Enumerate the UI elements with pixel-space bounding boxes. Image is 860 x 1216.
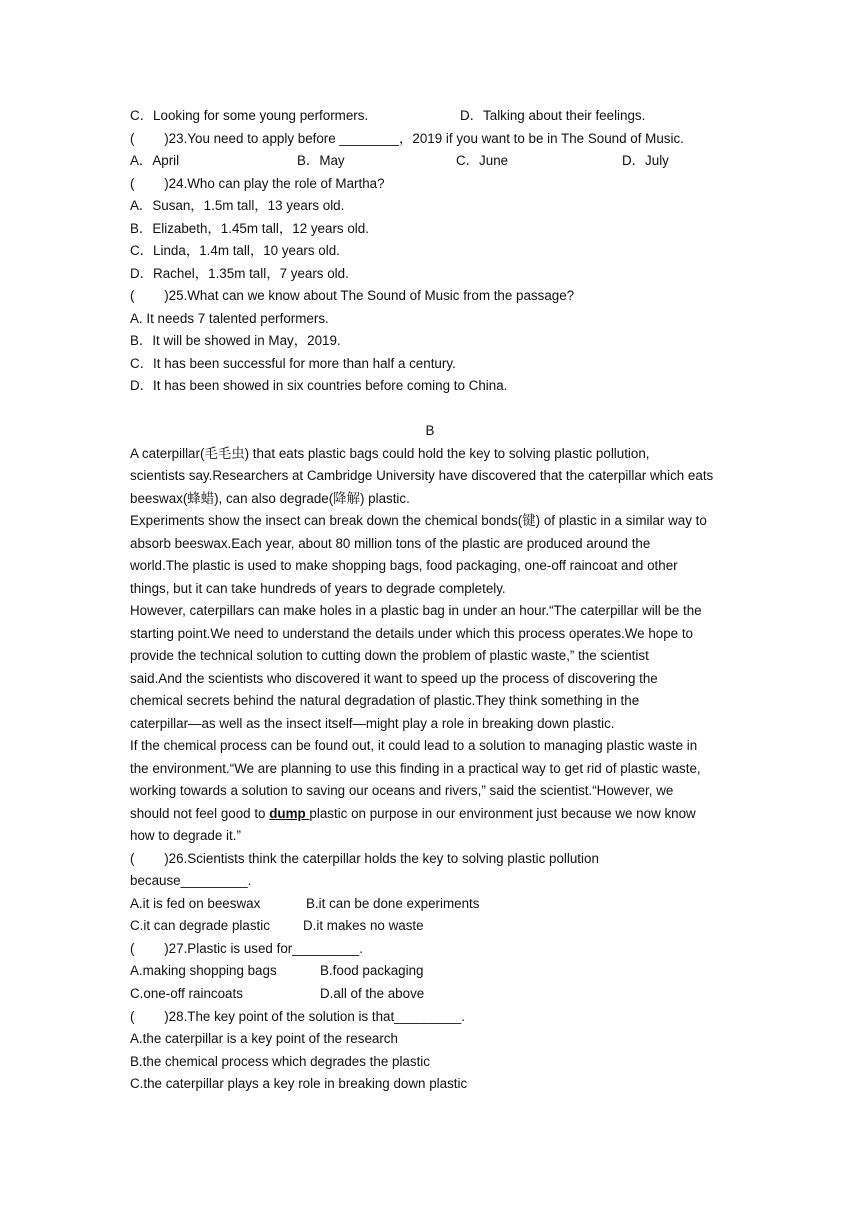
passage-text: should not feel good to: [130, 806, 270, 821]
passage-line: If the chemical process can be found out, it could lead to a solution to managing plastic waste in: [130, 738, 698, 753]
passage-text: plastic on purpose in our environment just because we now know: [309, 806, 696, 821]
q25-option-c: C．It has been successful for more than half a century.: [130, 356, 456, 371]
passage-line: However, caterpillars can make holes in a plastic bag in under an hour.“The caterpillar will be the: [130, 603, 702, 618]
q27-option-d: D.all of the above: [320, 986, 425, 1001]
passage-line: said.And the scientists who discovered it want to speed up the process of discovering the: [130, 671, 658, 686]
q25-option-d: D．It has been showed in six countries before coming to China.: [130, 378, 508, 393]
keyword-dump: dump: [269, 806, 310, 821]
q27-option-b: B.food packaging: [320, 963, 424, 978]
q25-stem: ( )25.What can we know about The Sound of Music from the passage?: [130, 288, 575, 303]
passage-line: the environment.“We are planning to use this finding in a practical way to get rid of plastic waste,: [130, 761, 701, 776]
q24-stem: ( )24.Who can play the role of Martha?: [130, 176, 385, 191]
passage-line: scientists say.Researchers at Cambridge University have discovered that the caterpillar which eats: [130, 468, 714, 483]
q24-option-a: A．Susan，1.5m tall，13 years old.: [130, 198, 345, 213]
q27-option-a: A.making shopping bags: [130, 963, 277, 978]
q26-option-d: D.it makes no waste: [303, 918, 424, 933]
q24-option-d: D．Rachel，1.35m tall，7 years old.: [130, 266, 349, 281]
q27-stem: ( )27.Plastic is used for_________.: [130, 941, 363, 956]
passage-line: starting point.We need to understand the details under which this process operates.We hope to: [130, 626, 694, 641]
passage-line: how to degrade it.”: [130, 828, 241, 843]
passage-line: A caterpillar(毛毛虫) that eats plastic bags could hold the key to solving plastic pollution,: [130, 446, 650, 461]
section-heading: B: [425, 423, 435, 438]
passage-line: chemical secrets behind the natural degradation of plastic.They think something in the: [130, 693, 640, 708]
q23-option-c: C．June: [456, 153, 509, 168]
passage-line: caterpillar—as well as the insect itself—might play a role in breaking down plastic.: [130, 716, 615, 731]
q26-option-b: B.it can be done experiments: [306, 896, 480, 911]
q23-stem: ( )23.You need to apply before ________，2019 if you want to be in The Sound of Music.: [130, 131, 684, 146]
q22-option-c: C．Looking for some young performers.: [130, 108, 369, 123]
q28-option-a: A.the caterpillar is a key point of the research: [130, 1031, 398, 1046]
q27-option-c: C.one-off raincoats: [130, 986, 243, 1001]
q23-option-b: B．May: [297, 153, 345, 168]
q22-option-d: D．Talking about their feelings.: [460, 108, 646, 123]
passage-line: world.The plastic is used to make shopping bags, food packaging, one-off raincoat and other: [130, 558, 678, 573]
q25-option-b: B．It will be showed in May，2019.: [130, 333, 341, 348]
passage-line: things, but it can take hundreds of years to degrade completely.: [130, 581, 506, 596]
passage-line: working towards a solution to saving our oceans and rivers,” said the scientist.“However, we: [130, 783, 674, 798]
passage-line: Experiments show the insect can break down the chemical bonds(键) of plastic in a similar way to: [130, 513, 707, 528]
passage-line-dump: [130, 804, 696, 824]
q26-stem-cont: because_________.: [130, 873, 252, 888]
q23-option-d: D．July: [622, 153, 669, 168]
q26-option-c: C.it can degrade plastic: [130, 918, 270, 933]
q24-option-c: C．Linda，1.4m tall，10 years old.: [130, 243, 340, 258]
q28-option-c: C.the caterpillar plays a key role in breaking down plastic: [130, 1076, 468, 1091]
q28-stem: ( )28.The key point of the solution is that_________.: [130, 1009, 465, 1024]
q24-option-b: B．Elizabeth，1.45m tall，12 years old.: [130, 221, 369, 236]
q26-option-a: A.it is fed on beeswax: [130, 896, 261, 911]
q28-option-b: B.the chemical process which degrades the plastic: [130, 1054, 430, 1069]
q26-stem: ( )26.Scientists think the caterpillar holds the key to solving plastic pollution: [130, 851, 599, 866]
q25-option-a: A. It needs 7 talented performers.: [130, 311, 329, 326]
q23-option-a: A．April: [130, 153, 180, 168]
passage-line: beeswax(蜂蜡), can also degrade(降解) plastic.: [130, 491, 410, 506]
passage-line: provide the technical solution to cutting down the problem of plastic waste,” the scientist: [130, 648, 649, 663]
passage-line: absorb beeswax.Each year, about 80 million tons of the plastic are produced around the: [130, 536, 651, 551]
